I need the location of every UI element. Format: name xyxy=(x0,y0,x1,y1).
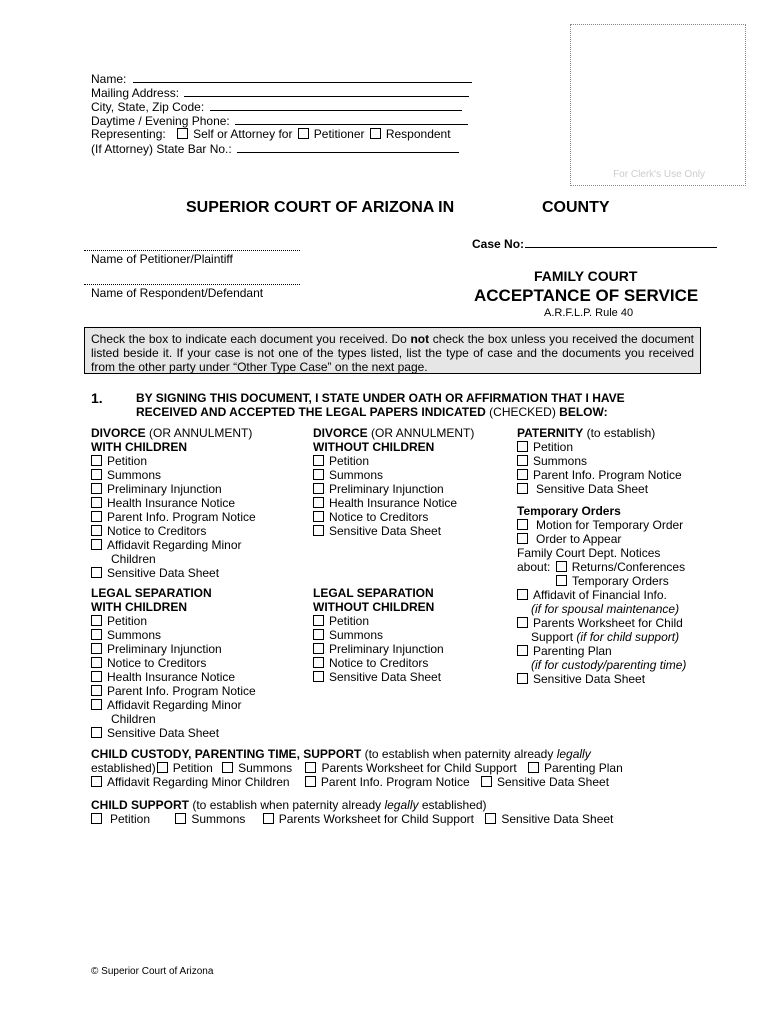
cs-summons-checkbox[interactable] xyxy=(175,813,186,824)
checkbox[interactable] xyxy=(91,727,102,738)
list-item xyxy=(91,614,256,628)
item-label: Health Insurance Notice xyxy=(107,496,236,510)
item-label: Affidavit of Financial Info. xyxy=(533,588,667,602)
clerk-use-label: For Clerk's Use Only xyxy=(613,169,705,180)
checkbox[interactable] xyxy=(91,615,102,626)
list-item xyxy=(91,628,256,642)
checkbox[interactable] xyxy=(517,645,528,656)
custody-parenting-plan-label: Parenting Plan xyxy=(544,761,623,775)
checkbox[interactable] xyxy=(313,511,324,522)
item-label: Health Insurance Notice xyxy=(107,670,236,684)
item-label: Sensitive Data Sheet xyxy=(329,524,442,538)
col2-div-sub: WITHOUT CHILDREN xyxy=(313,440,435,454)
custody-summons-checkbox[interactable] xyxy=(222,762,233,773)
custody-heading: CHILD CUSTODY, PARENTING TIME, SUPPORT xyxy=(91,747,362,761)
item-label: Order to Appear xyxy=(536,532,622,546)
cs-parents-ws-checkbox[interactable] xyxy=(263,813,274,824)
item-label: Affidavit Regarding Minor xyxy=(107,538,242,552)
statement-line-2c: BELOW: xyxy=(555,405,608,419)
custody-summons-label: Summons xyxy=(238,761,293,775)
footer-copyright: © Superior Court of Arizona xyxy=(91,966,214,977)
col3-temp-heading: Temporary Orders xyxy=(517,504,621,518)
checkbox[interactable] xyxy=(91,671,102,682)
cs-note-b: established) xyxy=(418,798,487,812)
list-item xyxy=(91,524,256,538)
about-label: about: xyxy=(517,560,551,574)
case-number xyxy=(472,236,717,251)
cs-sensitive-checkbox[interactable] xyxy=(485,813,496,824)
respondent-name-line[interactable] xyxy=(84,284,300,285)
list-item xyxy=(91,538,256,552)
checkbox[interactable] xyxy=(517,469,528,480)
custody-note-legally: legally xyxy=(556,747,591,761)
list-item xyxy=(517,440,686,454)
list-item xyxy=(313,642,474,656)
custody-parents-ws-label: Parents Worksheet for Child Support xyxy=(321,761,517,775)
col2-sep-sub: WITHOUT CHILDREN xyxy=(313,600,435,614)
item-label: Summons xyxy=(533,454,588,468)
petitioner-name-line[interactable] xyxy=(84,250,300,251)
col1-sep-heading: LEGAL SEPARATION xyxy=(91,586,212,600)
item-label: Preliminary Injunction xyxy=(107,482,222,496)
respondent-checkbox[interactable] xyxy=(370,128,381,139)
cs-note-a: (to establish when paternity already xyxy=(189,798,385,812)
respondent-label: Name of Respondent/Defendant xyxy=(91,286,264,300)
checkbox[interactable] xyxy=(313,615,324,626)
county-label: COUNTY xyxy=(542,199,610,216)
col3-pat-rest: (to establish) xyxy=(583,426,656,440)
document-title: ACCEPTANCE OF SERVICE xyxy=(474,286,699,305)
item-label: Summons xyxy=(107,468,162,482)
statement-line-2a: RECEIVED AND ACCEPTED THE LEGAL PAPERS INDICATED xyxy=(136,405,490,419)
checkbox[interactable] xyxy=(91,483,102,494)
item-label: Parenting Plan xyxy=(533,644,612,658)
list-item xyxy=(91,566,256,580)
checkbox[interactable] xyxy=(91,567,102,578)
item-label: Sensitive Data Sheet xyxy=(107,566,220,580)
temp-orders-checkbox[interactable] xyxy=(556,575,567,586)
checkbox[interactable] xyxy=(313,671,324,682)
cs-parents-ws-label: Parents Worksheet for Child Support xyxy=(278,812,474,826)
col1-div-heading-rest: (OR ANNULMENT) xyxy=(145,426,253,440)
item-label: Notice to Creditors xyxy=(329,656,429,670)
child-custody-section xyxy=(91,747,623,789)
list-item xyxy=(517,644,686,658)
checkbox[interactable] xyxy=(91,511,102,522)
instructions-bold: not xyxy=(410,332,430,346)
returns-label: Returns/Conferences xyxy=(571,560,686,574)
checkbox[interactable] xyxy=(91,643,102,654)
checkbox[interactable] xyxy=(91,629,102,640)
item-label: Notice to Creditors xyxy=(329,510,429,524)
list-item xyxy=(313,482,474,496)
list-item xyxy=(313,656,474,670)
custody-parenting-plan-checkbox[interactable] xyxy=(528,762,539,773)
list-item xyxy=(313,628,474,642)
list-item xyxy=(313,496,474,510)
instructions-box xyxy=(84,327,701,374)
list-item xyxy=(91,496,256,510)
checkbox[interactable] xyxy=(313,629,324,640)
checkbox[interactable] xyxy=(517,519,528,530)
item-label: Petition xyxy=(533,440,574,454)
item-label: Parent Info. Program Notice xyxy=(533,468,682,482)
item-label: Parent Info. Program Notice xyxy=(107,510,256,524)
custody-sensitive-checkbox[interactable] xyxy=(481,776,492,787)
name-label: Name: xyxy=(91,72,127,86)
list-item xyxy=(91,670,256,684)
city-state-zip-label: City, State, Zip Code: xyxy=(91,100,205,114)
checkbox[interactable] xyxy=(313,455,324,466)
petitioner-label: Name of Petitioner/Plaintiff xyxy=(91,252,233,266)
column-paternity xyxy=(517,426,686,686)
list-item xyxy=(91,698,256,712)
list-item xyxy=(517,482,686,496)
checkbox[interactable] xyxy=(517,455,528,466)
column-divorce-with-children xyxy=(91,426,256,740)
case-no-label: Case No: xyxy=(472,237,525,251)
checkbox[interactable] xyxy=(517,533,528,544)
item-label: Petition xyxy=(107,614,148,628)
representing-label: Representing: xyxy=(91,127,166,141)
item-label: Preliminary Injunction xyxy=(329,642,444,656)
city-state-zip-field[interactable] xyxy=(210,99,462,111)
column-divorce-without-children xyxy=(313,426,474,684)
list-item xyxy=(313,468,474,482)
item-label: Preliminary Injunction xyxy=(107,642,222,656)
checkbox[interactable] xyxy=(91,497,102,508)
item-label: Sensitive Data Sheet xyxy=(536,482,649,496)
instructions-part1: Check the box to indicate each document you received. Do xyxy=(91,332,411,346)
list-item xyxy=(313,510,474,524)
item-label: Summons xyxy=(107,628,162,642)
child-support-note: (if for child support) xyxy=(576,630,680,644)
item-label: Petition xyxy=(107,454,148,468)
checkbox[interactable] xyxy=(517,483,528,494)
mailing-address-field[interactable] xyxy=(184,85,469,97)
custody-affidavit-checkbox[interactable] xyxy=(91,776,102,787)
cs-summons-label: Summons xyxy=(191,812,246,826)
statement-checked: (CHECKED) xyxy=(489,405,556,419)
checkbox[interactable] xyxy=(313,643,324,654)
col2-sep-heading: LEGAL SEPARATION xyxy=(313,586,434,600)
list-item xyxy=(313,670,474,684)
clerk-use-box xyxy=(570,24,746,186)
checkbox[interactable] xyxy=(313,657,324,668)
checkbox[interactable] xyxy=(313,483,324,494)
checkbox[interactable] xyxy=(91,685,102,696)
list-item xyxy=(91,726,256,740)
col2-div-heading-rest: (OR ANNULMENT) xyxy=(367,426,475,440)
list-item xyxy=(517,588,686,602)
spousal-note: (if for spousal maintenance) xyxy=(531,602,680,616)
custody-parents-ws-checkbox[interactable] xyxy=(305,762,316,773)
list-item xyxy=(313,614,474,628)
list-item xyxy=(517,672,686,686)
phone-field[interactable] xyxy=(235,113,468,125)
header-fields xyxy=(91,71,472,155)
self-or-attorney-label: Self or Attorney for xyxy=(193,127,293,141)
family-court-label: FAMILY COURT xyxy=(534,268,638,284)
fc-notices-label: Family Court Dept. Notices xyxy=(517,546,661,560)
checkbox[interactable] xyxy=(91,539,102,550)
returns-checkbox[interactable] xyxy=(556,561,567,572)
col1-sep-sub: WITH CHILDREN xyxy=(91,600,187,614)
phone-label: Daytime / Evening Phone: xyxy=(91,114,230,128)
custody-parent-info-checkbox[interactable] xyxy=(305,776,316,787)
mailing-address-label: Mailing Address: xyxy=(91,86,180,100)
item-label: Parents Worksheet for Child xyxy=(533,616,683,630)
cs-petition-checkbox[interactable] xyxy=(91,813,102,824)
custody-petition-label: Petition xyxy=(172,761,213,775)
custody-sensitive-label: Sensitive Data Sheet xyxy=(496,775,610,789)
checkbox[interactable] xyxy=(517,441,528,452)
item-label: Motion for Temporary Order xyxy=(536,518,684,532)
custody-parent-info-label: Parent Info. Program Notice xyxy=(320,775,470,789)
cs-heading: CHILD SUPPORT xyxy=(91,798,190,812)
list-item xyxy=(517,518,686,532)
item-label: Affidavit Regarding Minor xyxy=(107,698,242,712)
petitioner-checkbox[interactable] xyxy=(298,128,309,139)
item-label: Sensitive Data Sheet xyxy=(533,672,646,686)
item-label: Health Insurance Notice xyxy=(329,496,458,510)
cs-sensitive-label: Sensitive Data Sheet xyxy=(501,812,614,826)
list-item xyxy=(313,524,474,538)
col1-div-heading: DIVORCE xyxy=(91,426,146,440)
section-statement xyxy=(136,391,625,419)
item-label: Summons xyxy=(329,628,384,642)
item-label-cont: Children xyxy=(111,552,156,566)
custody-note: (if for custody/parenting time) xyxy=(531,658,687,672)
temp-orders-label: Temporary Orders xyxy=(572,574,669,588)
list-item xyxy=(91,468,256,482)
list-item xyxy=(91,684,256,698)
list-item xyxy=(517,532,686,546)
checkbox[interactable] xyxy=(91,657,102,668)
item-label: Notice to Creditors xyxy=(107,524,207,538)
checkbox[interactable] xyxy=(91,469,102,480)
checkbox[interactable] xyxy=(517,673,528,684)
checkbox[interactable] xyxy=(91,455,102,466)
petitioner-label: Petitioner xyxy=(313,127,365,141)
item-label: Petition xyxy=(329,614,370,628)
state-bar-field[interactable] xyxy=(237,141,459,153)
self-or-attorney-checkbox[interactable] xyxy=(177,128,188,139)
custody-established: established) xyxy=(91,761,156,775)
court-title: SUPERIOR COURT OF ARIZONA IN xyxy=(186,199,455,216)
list-item xyxy=(91,454,256,468)
list-item xyxy=(91,656,256,670)
item-label: Parent Info. Program Notice xyxy=(107,684,256,698)
list-item xyxy=(517,616,686,630)
list-item xyxy=(91,482,256,496)
list-item xyxy=(313,454,474,468)
support-label: Support xyxy=(531,630,577,644)
col2-div-heading: DIVORCE xyxy=(313,426,368,440)
custody-petition-checkbox[interactable] xyxy=(157,762,168,773)
list-item xyxy=(91,642,256,656)
checkbox[interactable] xyxy=(91,699,102,710)
statement-line-1: BY SIGNING THIS DOCUMENT, I STATE UNDER OATH OR AFFIRMATION THAT I HAVE xyxy=(136,391,625,405)
list-item xyxy=(517,454,686,468)
checkbox[interactable] xyxy=(91,525,102,536)
item-label: Petition xyxy=(329,454,370,468)
checkbox[interactable] xyxy=(517,589,528,600)
item-label: Summons xyxy=(329,468,384,482)
item-label: Sensitive Data Sheet xyxy=(107,726,220,740)
checkbox[interactable] xyxy=(313,497,324,508)
col3-pat-heading: PATERNITY xyxy=(517,426,584,440)
name-field[interactable] xyxy=(133,71,472,83)
checkbox[interactable] xyxy=(313,469,324,480)
col1-div-sub: WITH CHILDREN xyxy=(91,440,187,454)
cs-note-legally: legally xyxy=(384,798,419,812)
child-support-section xyxy=(91,798,613,826)
checkbox[interactable] xyxy=(517,617,528,628)
list-item xyxy=(517,468,686,482)
item-label-cont: Children xyxy=(111,712,156,726)
state-bar-label: (If Attorney) State Bar No.: xyxy=(91,142,232,156)
item-label: Sensitive Data Sheet xyxy=(329,670,442,684)
rule-label: A.R.F.L.P. Rule 40 xyxy=(544,307,634,319)
list-item xyxy=(91,510,256,524)
item-label: Preliminary Injunction xyxy=(329,482,444,496)
case-no-field[interactable] xyxy=(525,236,717,248)
instructions-part2: check the box unless you received the document listed beside it. If your case is not one of the types listed, list the type of case and the documents you received from the other party under “Other Type Case” on the next page. xyxy=(91,332,695,374)
item-label: Notice to Creditors xyxy=(107,656,207,670)
checkbox[interactable] xyxy=(313,525,324,536)
section-number: 1. xyxy=(91,390,103,406)
cs-petition-label: Petition xyxy=(110,812,151,826)
respondent-label: Respondent xyxy=(385,127,451,141)
custody-note-a: (to establish when paternity already xyxy=(361,747,557,761)
custody-affidavit-label: Affidavit Regarding Minor Children xyxy=(107,775,290,789)
